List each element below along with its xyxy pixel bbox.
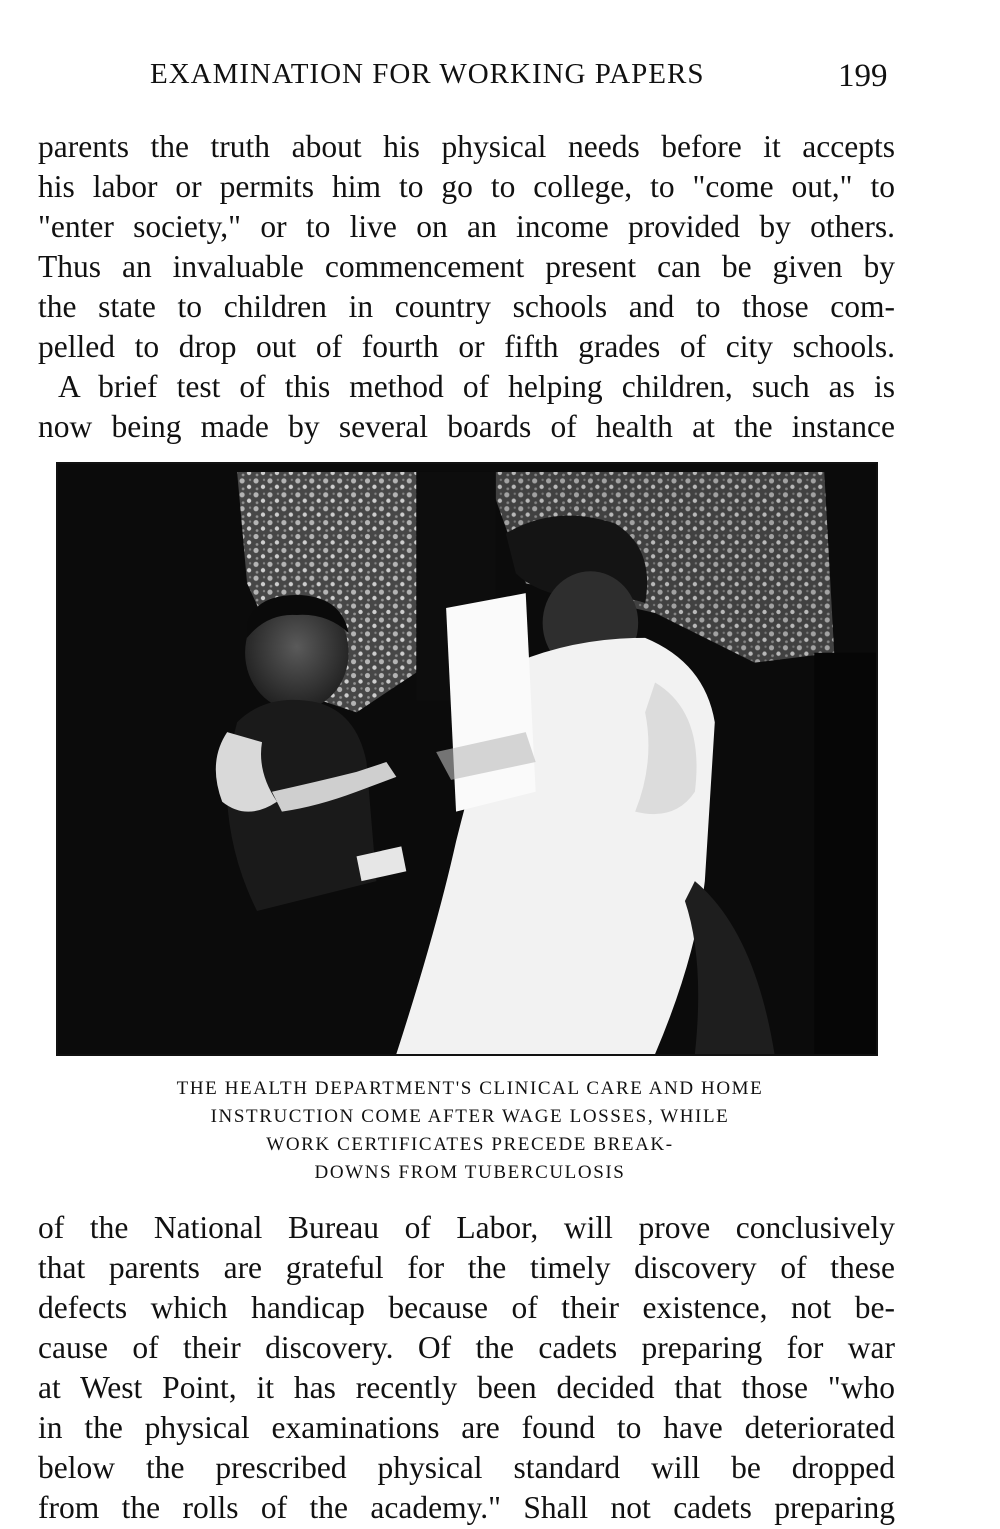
text-line: the state to children in country schools and to those com- xyxy=(38,289,895,324)
text-line: Thus an invaluable commencement present can be given by xyxy=(38,249,895,284)
text-line: in the physical examinations are found to have deteriorated xyxy=(38,1410,895,1445)
text-line: cause of their discovery. Of the cadets preparing for war xyxy=(38,1330,895,1365)
body-text-bottom xyxy=(38,1208,895,1528)
text-line: of the National Bureau of Labor, will prove conclusively xyxy=(38,1210,895,1245)
text-line: pelled to drop out of fourth or fifth grades of city schools. xyxy=(38,329,895,364)
caption-line: DOWNS FROM TUBERCULOSIS xyxy=(314,1162,626,1183)
text-line: at West Point, it has recently been decided that those "who xyxy=(38,1370,895,1405)
running-head: EXAMINATION FOR WORKING PAPERS xyxy=(150,58,705,90)
caption-line: INSTRUCTION COME AFTER WAGE LOSSES, WHILE xyxy=(210,1106,730,1127)
text-line: "enter society," or to live on an income provided by others. xyxy=(38,209,895,244)
page-number: 199 xyxy=(838,58,888,94)
body-text-top xyxy=(38,127,895,447)
text-line: now being made by several boards of health at the instance xyxy=(38,409,895,444)
text-line: defects which handicap because of their existence, not be- xyxy=(38,1290,895,1325)
text-line: A brief test of this method of helping children, such as is xyxy=(58,369,895,404)
page-header xyxy=(0,58,1000,102)
text-line: parents the truth about his physical needs before it accepts xyxy=(38,129,895,164)
figure-caption xyxy=(60,1075,880,1187)
caption-line: WORK CERTIFICATES PRECEDE BREAK- xyxy=(266,1134,674,1155)
photograph-illustration xyxy=(58,464,876,1054)
held-paper xyxy=(446,593,536,812)
figure-photograph xyxy=(56,462,878,1056)
text-line: that parents are grateful for the timely discovery of these xyxy=(38,1250,895,1285)
caption-line: THE HEALTH DEPARTMENT'S CLINICAL CARE AND HOME xyxy=(176,1078,764,1099)
text-line: below the prescribed physical standard will be dropped xyxy=(38,1450,895,1485)
text-line: his labor or permits him to go to college, to "come out," to xyxy=(38,169,895,204)
text-line: from the rolls of the academy." Shall not cadets preparing xyxy=(38,1490,895,1525)
